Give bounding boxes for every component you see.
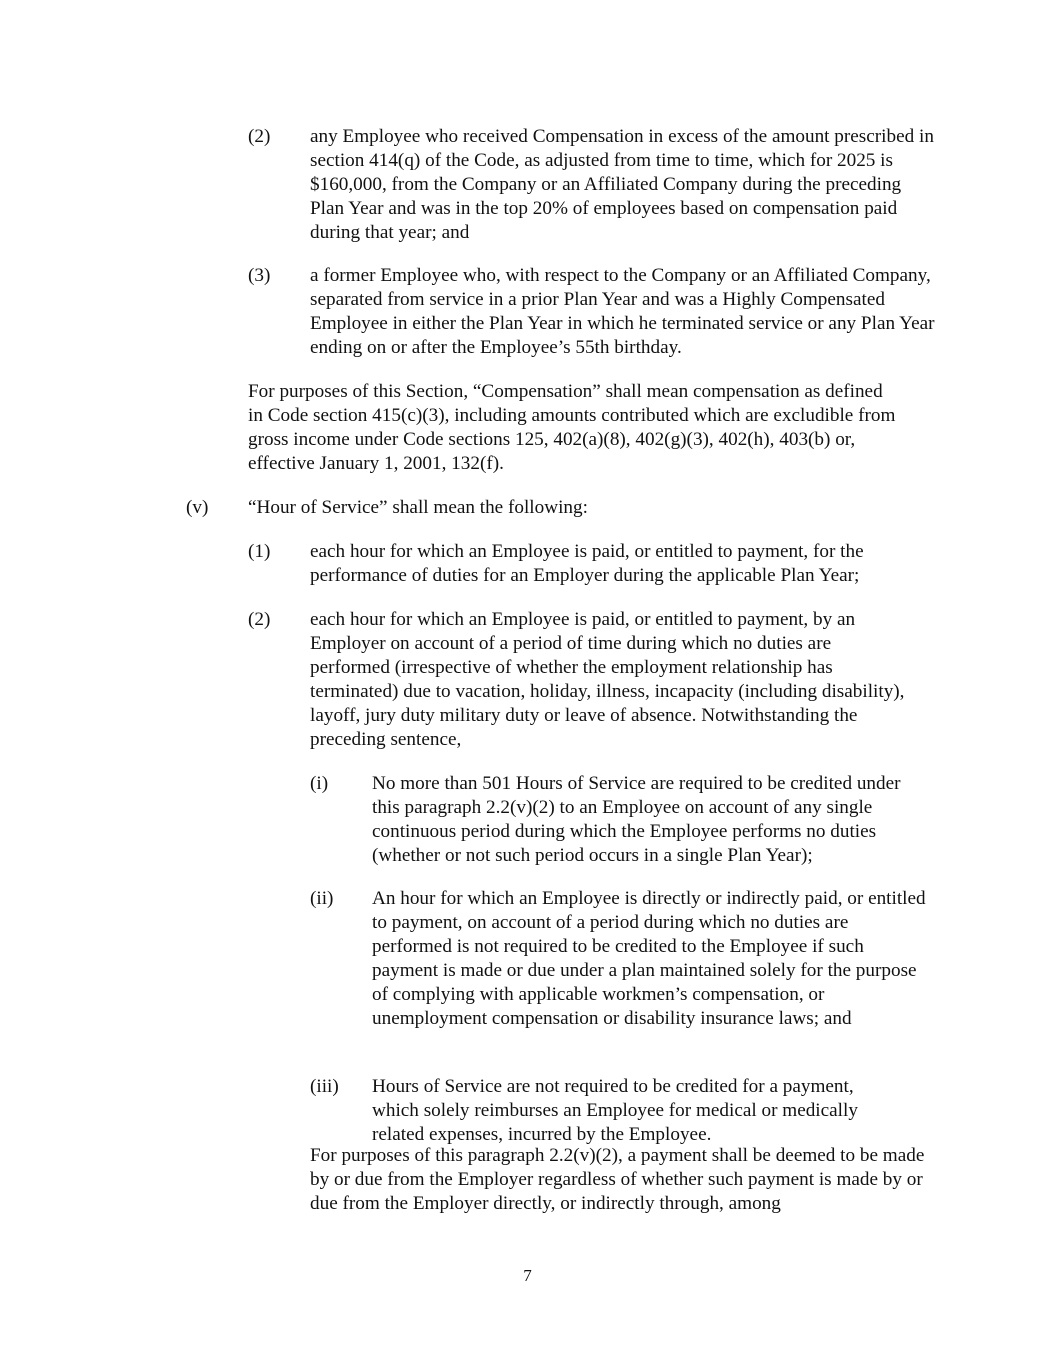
- item-text: each hour for which an Employee is paid, or entitled to payment, by an Employer on account of a period of time during which no duties are performed (irrespective of whether the employment relationship has terminated) due to vacation, holiday, illness, incapacity (including disability), layoff, jury duty military duty or leave of absence. Notwithstanding the preceding sentence,: [310, 609, 905, 750]
- item-label: (v): [186, 497, 209, 518]
- item-text: “Hour of Service” shall mean the following:: [248, 497, 588, 518]
- item-text: An hour for which an Employee is directly or indirectly paid, or entitled to payment, on account of a period during which no duties are performed is not required to be credited to the Employee if such payment is made or due under a plan maintained solely for the purpose of complying with applicable workmen’s compensation, or unemployment compensation or disability insurance laws; and: [372, 888, 926, 1029]
- paragraph: For purposes of this Section, “Compensation” shall mean compensation as defined in Code section 415(c)(3), including amounts contributed which are excludible from gross income under Code sections 125, 402(a)(8), 402(g)(3), 402(h), 403(b) or, effective January 1, 2001, 132(f).: [248, 381, 896, 474]
- item-label: (i): [310, 773, 329, 794]
- item-label: (2): [248, 126, 271, 147]
- item-text: No more than 501 Hours of Service are required to be credited under this paragraph 2.2(v)(2) to an Employee on account of any single continuous period during which the Employee performs no duties (whether or not such period occurs in a single Plan Year);: [372, 773, 901, 866]
- item-label: (ii): [310, 888, 334, 909]
- item-text: Hours of Service are not required to be credited for a payment, which solely reimburses an Employee for medical or medically related expenses, incurred by the Employee.: [372, 1076, 858, 1145]
- paragraph: For purposes of this paragraph 2.2(v)(2), a payment shall be deemed to be made by or due from the Employer regardless of whether such payment is made by or due from the Employer directly, or indirectly through, among: [310, 1145, 925, 1214]
- item-label: (3): [248, 265, 271, 286]
- item-label: (2): [248, 609, 271, 630]
- page-number: 7: [523, 1266, 532, 1285]
- item-text: any Employee who received Compensation in excess of the amount prescribed in section 414(q) of the Code, as adjusted from time to time, which for 2025 is $160,000, from the Company or an Affiliated Company during the preceding Plan Year and was in the top 20% of employees based on compensation paid during that year; and: [310, 126, 934, 243]
- item-label: (iii): [310, 1076, 339, 1097]
- item-text: each hour for which an Employee is paid, or entitled to payment, for the performance of duties for an Employer during the applicable Plan Year;: [310, 541, 864, 586]
- item-label: (1): [248, 541, 271, 562]
- item-text: a former Employee who, with respect to the Company or an Affiliated Company, separated from service in a prior Plan Year and was a Highly Compensated Employee in either the Plan Year in which he terminated service or any Plan Year ending on or after the Employee’s 55th birthday.: [310, 265, 935, 358]
